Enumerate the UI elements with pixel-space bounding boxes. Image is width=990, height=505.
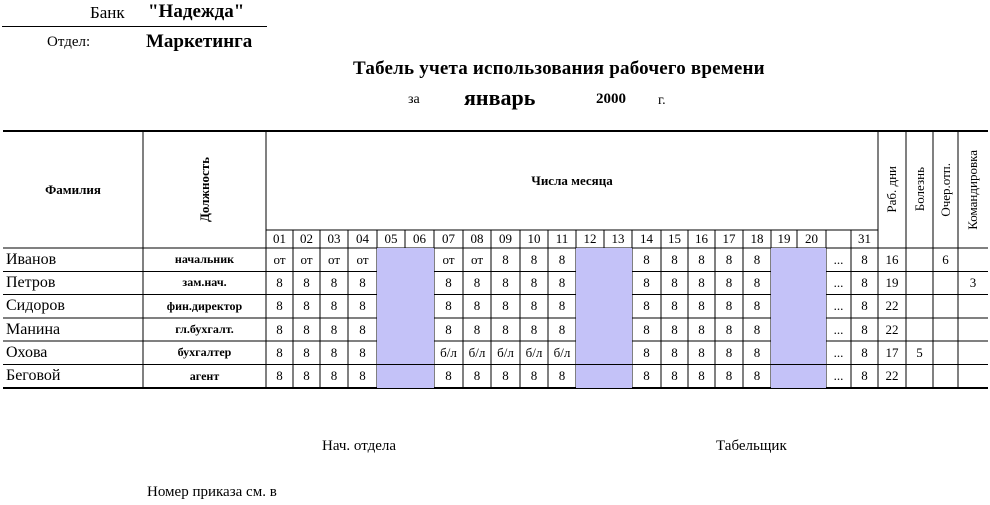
day-value: б/л bbox=[525, 344, 543, 360]
day-value: 8 bbox=[698, 298, 705, 314]
day-number: 19 bbox=[777, 231, 791, 246]
summary-value bbox=[933, 365, 958, 388]
day-value bbox=[576, 295, 604, 318]
period-year: 2000 bbox=[596, 91, 626, 107]
day-number: 17 bbox=[722, 231, 736, 246]
day-value bbox=[797, 318, 826, 341]
summary-value: 3 bbox=[969, 274, 977, 290]
day-value: ... bbox=[833, 298, 844, 314]
day-value bbox=[405, 271, 434, 294]
day-value: 8 bbox=[330, 344, 338, 360]
header-position-label: Должность bbox=[196, 156, 212, 222]
day-value bbox=[771, 295, 797, 318]
department-label: Отдел: bbox=[47, 34, 91, 50]
day-value: 8 bbox=[359, 344, 366, 360]
day-value: 8 bbox=[671, 344, 678, 360]
day-value: 8 bbox=[725, 321, 733, 337]
day-value: 8 bbox=[303, 298, 310, 314]
day-value: 8 bbox=[473, 321, 481, 337]
day-value: 8 bbox=[303, 321, 310, 337]
day-value: 8 bbox=[698, 344, 705, 360]
day-value: 8 bbox=[861, 344, 868, 360]
header-summary-4 bbox=[958, 131, 988, 248]
day-value: 8 bbox=[330, 368, 338, 384]
day-value bbox=[576, 248, 604, 271]
day-value: от bbox=[273, 251, 286, 267]
day-value bbox=[797, 248, 826, 271]
day-value: 8 bbox=[330, 298, 338, 314]
day-value: ... bbox=[833, 368, 844, 384]
day-value bbox=[576, 271, 604, 294]
day-value bbox=[604, 295, 632, 318]
row-position: бухгалтер bbox=[177, 345, 232, 360]
day-value: 8 bbox=[861, 298, 868, 314]
day-value: б/л bbox=[553, 344, 571, 360]
day-value bbox=[377, 341, 405, 364]
day-value bbox=[604, 365, 632, 388]
day-value: б/л bbox=[468, 344, 486, 360]
day-value: 8 bbox=[303, 344, 310, 360]
day-value: 8 bbox=[725, 251, 733, 267]
day-value: 8 bbox=[671, 298, 678, 314]
day-value: 8 bbox=[502, 251, 509, 267]
header-summary-1 bbox=[878, 131, 906, 248]
day-number: 13 bbox=[611, 231, 625, 246]
period-month: январь bbox=[464, 85, 536, 110]
day-value bbox=[377, 365, 405, 388]
day-value: 8 bbox=[502, 274, 509, 290]
day-value: 8 bbox=[445, 274, 452, 290]
day-value: 8 bbox=[303, 274, 310, 290]
header-surname: Фамилия bbox=[45, 181, 101, 197]
day-value bbox=[604, 341, 632, 364]
day-value bbox=[797, 341, 826, 364]
day-value: 8 bbox=[530, 298, 538, 314]
summary-value bbox=[958, 341, 988, 364]
day-value: 8 bbox=[445, 298, 452, 314]
day-number: 16 bbox=[695, 231, 708, 246]
day-value: 8 bbox=[698, 251, 705, 267]
day-value bbox=[377, 295, 405, 318]
summary-value bbox=[906, 248, 933, 271]
day-value: 8 bbox=[861, 251, 868, 267]
day-value: 8 bbox=[502, 321, 509, 337]
summary-value: 5 bbox=[916, 344, 923, 360]
summary-value bbox=[906, 295, 933, 318]
day-value: ... bbox=[833, 344, 844, 360]
day-value: 8 bbox=[753, 344, 761, 360]
header-summary-label: Раб. дни bbox=[884, 166, 899, 213]
day-value: 8 bbox=[303, 368, 310, 384]
day-number: 18 bbox=[750, 231, 764, 246]
day-value: 8 bbox=[473, 298, 481, 314]
day-value: ... bbox=[833, 321, 844, 337]
timekeeper-signature-label: Табельщик bbox=[716, 438, 787, 454]
summary-value bbox=[933, 271, 958, 294]
day-value bbox=[377, 271, 405, 294]
row-position: фин.директор bbox=[166, 298, 243, 313]
day-value bbox=[576, 365, 604, 388]
day-value: 8 bbox=[558, 298, 566, 314]
day-value: 8 bbox=[330, 274, 338, 290]
row-surname: Охова bbox=[6, 343, 48, 361]
day-value: 8 bbox=[643, 298, 650, 314]
day-value bbox=[797, 295, 826, 318]
bank-name: "Надежда" bbox=[148, 1, 245, 22]
day-value bbox=[604, 318, 632, 341]
day-value: 8 bbox=[276, 298, 283, 314]
day-value bbox=[797, 271, 826, 294]
day-value: ... bbox=[833, 251, 844, 267]
day-value: 8 bbox=[643, 368, 650, 384]
row-surname: Манина bbox=[6, 320, 61, 338]
day-value: 8 bbox=[530, 251, 538, 267]
summary-value bbox=[958, 365, 988, 388]
summary-value: 22 bbox=[885, 368, 899, 384]
day-value: 8 bbox=[671, 368, 678, 384]
day-number bbox=[826, 230, 851, 248]
day-value bbox=[576, 341, 604, 364]
day-value bbox=[604, 248, 632, 271]
day-value bbox=[377, 318, 405, 341]
day-value: 8 bbox=[276, 321, 283, 337]
day-number: 05 bbox=[384, 231, 398, 246]
day-value bbox=[405, 365, 434, 388]
day-value: 8 bbox=[643, 251, 650, 267]
day-number: 02 bbox=[300, 231, 313, 246]
day-value: ... bbox=[833, 274, 844, 290]
day-value: 8 bbox=[502, 368, 509, 384]
day-value: 8 bbox=[753, 298, 761, 314]
header-summary-label: Болезнь bbox=[911, 167, 927, 212]
day-value: от bbox=[470, 251, 483, 267]
day-value bbox=[797, 365, 826, 388]
day-value: 8 bbox=[753, 368, 761, 384]
summary-value bbox=[958, 295, 988, 318]
summary-value: 16 bbox=[885, 251, 899, 267]
day-value: 8 bbox=[359, 321, 366, 337]
day-number: 04 bbox=[356, 231, 369, 246]
day-value bbox=[771, 248, 797, 271]
summary-value: 22 bbox=[885, 298, 899, 314]
day-number: 15 bbox=[668, 231, 681, 246]
summary-value bbox=[906, 271, 933, 294]
day-value: 8 bbox=[530, 274, 538, 290]
day-value: 8 bbox=[671, 321, 678, 337]
day-value: 8 bbox=[861, 368, 868, 384]
day-value: 8 bbox=[671, 274, 678, 290]
row-surname: Беговой bbox=[6, 367, 61, 385]
day-value: 8 bbox=[753, 274, 761, 290]
header-days-of-month: Числа месяца bbox=[531, 172, 613, 188]
day-value: 8 bbox=[445, 368, 452, 384]
day-value bbox=[377, 248, 405, 271]
day-value: 8 bbox=[725, 344, 733, 360]
day-value: 8 bbox=[359, 368, 366, 384]
day-value bbox=[771, 365, 797, 388]
row-position: гл.бухгалт. bbox=[175, 322, 234, 337]
header-summary-2 bbox=[906, 131, 933, 248]
day-number: 07 bbox=[442, 231, 455, 246]
day-value: 8 bbox=[861, 274, 868, 290]
day-value: от bbox=[356, 251, 369, 267]
department-name: Маркетинга bbox=[146, 31, 253, 52]
order-reference-label: Номер приказа см. в bbox=[147, 484, 277, 500]
header-summary-3 bbox=[933, 131, 958, 248]
summary-value: 6 bbox=[942, 251, 949, 267]
summary-value bbox=[933, 295, 958, 318]
period-year-suffix: г. bbox=[658, 93, 666, 108]
day-value: 8 bbox=[558, 274, 566, 290]
day-number: 09 bbox=[499, 231, 512, 246]
day-number: 31 bbox=[858, 231, 871, 246]
row-position: агент bbox=[189, 368, 220, 383]
day-value: 8 bbox=[473, 368, 481, 384]
day-number: 10 bbox=[527, 231, 541, 246]
day-value bbox=[771, 271, 797, 294]
day-number: 01 bbox=[273, 231, 286, 246]
day-value: 8 bbox=[359, 298, 366, 314]
day-value: от bbox=[442, 251, 455, 267]
day-number: 06 bbox=[413, 231, 426, 246]
day-value: 8 bbox=[558, 251, 566, 267]
header-position bbox=[143, 131, 266, 248]
day-value bbox=[771, 318, 797, 341]
day-number: 12 bbox=[583, 231, 597, 246]
day-value: от bbox=[327, 251, 340, 267]
day-value bbox=[405, 295, 434, 318]
day-number: 03 bbox=[327, 231, 341, 246]
day-value: 8 bbox=[753, 251, 761, 267]
document-title: Табель учета использования рабочего времени bbox=[353, 58, 765, 79]
summary-value bbox=[933, 341, 958, 364]
day-value: от bbox=[300, 251, 313, 267]
day-number: 14 bbox=[640, 231, 653, 246]
day-value: 8 bbox=[530, 321, 538, 337]
summary-value bbox=[958, 318, 988, 341]
day-value: 8 bbox=[558, 321, 566, 337]
day-value: 8 bbox=[725, 368, 733, 384]
summary-value bbox=[958, 248, 988, 271]
row-surname: Иванов bbox=[6, 250, 57, 268]
day-value: 8 bbox=[276, 344, 283, 360]
day-value: 8 bbox=[643, 321, 650, 337]
summary-value bbox=[906, 318, 933, 341]
day-value: 8 bbox=[330, 321, 338, 337]
day-value: 8 bbox=[473, 274, 481, 290]
day-value: 8 bbox=[725, 298, 733, 314]
day-value bbox=[771, 341, 797, 364]
day-value: 8 bbox=[698, 368, 705, 384]
day-value: 8 bbox=[558, 368, 566, 384]
day-value: 8 bbox=[861, 321, 868, 337]
day-value: б/л bbox=[440, 344, 457, 360]
day-value: 8 bbox=[276, 368, 283, 384]
day-value: 8 bbox=[643, 344, 650, 360]
day-value: 8 bbox=[276, 274, 283, 290]
day-value bbox=[405, 318, 434, 341]
day-value: б/л bbox=[497, 344, 514, 360]
day-number: 08 bbox=[470, 231, 484, 246]
day-number: 11 bbox=[555, 231, 569, 246]
day-value: 8 bbox=[530, 368, 538, 384]
day-value: 8 bbox=[698, 274, 705, 290]
row-surname: Петров bbox=[6, 273, 56, 291]
day-value: 8 bbox=[671, 251, 678, 267]
day-value bbox=[576, 318, 604, 341]
day-value bbox=[405, 341, 434, 364]
summary-value: 22 bbox=[885, 321, 899, 337]
day-value bbox=[604, 271, 632, 294]
row-position: начальник bbox=[174, 252, 235, 267]
header-summary-label: Командировка bbox=[965, 149, 980, 230]
day-value: 8 bbox=[445, 321, 452, 337]
day-value: 8 bbox=[502, 298, 509, 314]
day-value: 8 bbox=[725, 274, 733, 290]
row-surname: Сидоров bbox=[6, 297, 65, 315]
summary-value: 19 bbox=[885, 274, 899, 290]
summary-value bbox=[933, 318, 958, 341]
day-value bbox=[405, 248, 434, 271]
day-value: 8 bbox=[753, 321, 761, 337]
day-value: 8 bbox=[643, 274, 650, 290]
day-value: 8 bbox=[698, 321, 705, 337]
header-summary-label: Очер.отп. bbox=[937, 162, 953, 217]
day-number: 20 bbox=[805, 231, 818, 246]
bank-label: Банк bbox=[90, 3, 125, 22]
period-for-label: за bbox=[408, 92, 420, 107]
summary-value bbox=[906, 365, 933, 388]
day-value: 8 bbox=[359, 274, 366, 290]
row-position: зам.нач. bbox=[182, 275, 227, 290]
department-head-signature-label: Нач. отдела bbox=[322, 438, 397, 454]
summary-value: 17 bbox=[885, 344, 899, 360]
